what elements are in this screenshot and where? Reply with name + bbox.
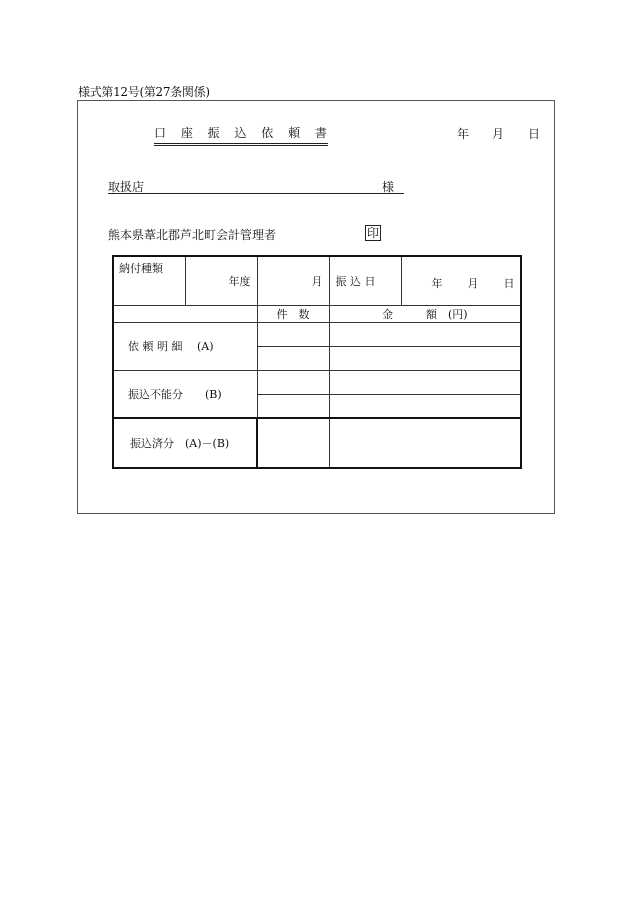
payment-type-cell	[113, 256, 185, 305]
date-year: 年	[457, 127, 470, 141]
payment-type-label: 納付種類	[119, 262, 163, 275]
transfer-table	[112, 255, 522, 469]
transfer-date-label-cell	[329, 256, 401, 305]
column-header-row	[113, 305, 521, 322]
completed-transfer-label: 振込済分 (A)－(B)	[130, 437, 230, 450]
date-day: 日	[528, 127, 541, 141]
month-cell	[257, 256, 329, 305]
table-row	[113, 418, 521, 468]
table-row	[113, 370, 521, 394]
amount-header-cell	[329, 305, 521, 322]
transfer-date-month: 月	[467, 277, 479, 290]
completed-count-cell	[257, 418, 329, 468]
form-number: 様式第12号(第27条関係)	[78, 85, 210, 99]
transfer-date-cell	[401, 256, 521, 305]
failed-amount-lower-cell	[329, 394, 521, 418]
transfer-date-day: 日	[503, 277, 515, 290]
blank-header-cell	[113, 305, 257, 322]
fiscal-year-label: 年度	[228, 274, 251, 288]
transfer-date-label: 振 込 日	[335, 274, 376, 288]
document-title: 口 座 振 込 依 頼 書	[154, 124, 328, 146]
request-count-lower-cell	[257, 346, 329, 370]
request-detail-label: 依 頼 明 細 (A)	[128, 340, 214, 353]
month-label: 月	[311, 274, 323, 288]
issuer-name: 熊本県葦北郡芦北町会計管理者	[108, 228, 277, 242]
count-header-cell	[257, 305, 329, 322]
request-count-upper-cell	[257, 322, 329, 346]
failed-transfer-label-cell	[113, 370, 257, 418]
header-row	[113, 256, 521, 305]
fiscal-year-cell	[185, 256, 257, 305]
request-detail-label-cell	[113, 322, 257, 370]
amount-header: 金 額 (円)	[381, 307, 468, 321]
completed-transfer-label-cell	[113, 418, 257, 468]
completed-amount-cell	[329, 418, 521, 468]
branch-line	[108, 178, 404, 194]
date-month: 月	[492, 127, 505, 141]
transfer-date-year: 年	[431, 277, 443, 290]
request-amount-lower-cell	[329, 346, 521, 370]
count-header: 件 数	[276, 307, 310, 321]
failed-count-upper-cell	[257, 370, 329, 394]
table-row	[113, 322, 521, 346]
failed-count-lower-cell	[257, 394, 329, 418]
branch-label: 取扱店	[108, 180, 145, 194]
branch-honorific: 様	[381, 180, 394, 194]
failed-transfer-label: 振込不能分 (B)	[128, 387, 222, 401]
request-amount-upper-cell	[329, 322, 521, 346]
seal-mark: 印	[367, 226, 380, 240]
failed-amount-upper-cell	[329, 370, 521, 394]
